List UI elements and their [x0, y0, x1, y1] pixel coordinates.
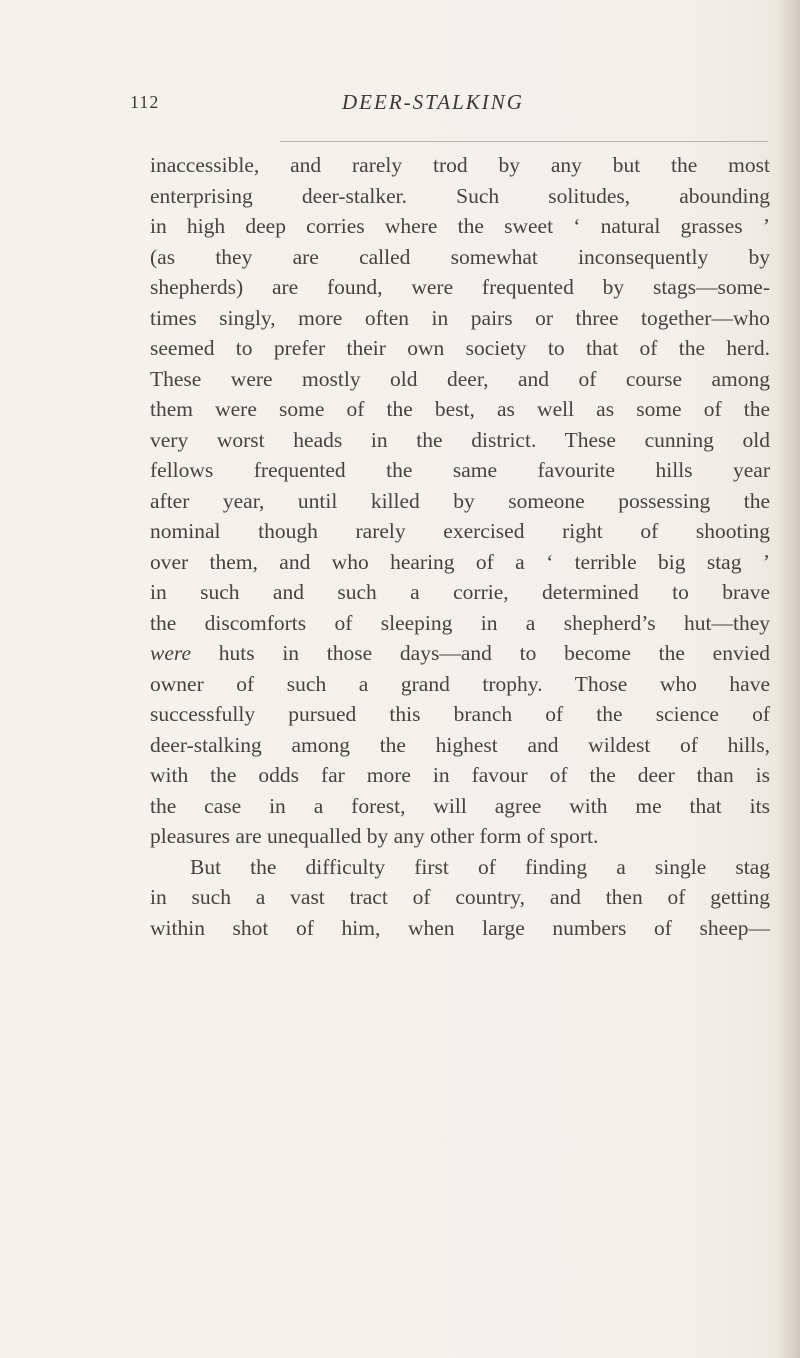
text-line: were huts in those days—and to become the envied	[150, 641, 770, 665]
running-head: DEER-STALKING	[342, 90, 524, 114]
text-line: the discomforts of sleeping in a shepherd’s hut—they	[150, 610, 770, 635]
text-line: nominal though rarely exercised right of shooting	[150, 519, 770, 543]
text-line: over them, and who hearing of a ‘ terrible big stag ’	[150, 549, 770, 574]
text-line: But the difficulty first of finding a single stag	[190, 854, 770, 879]
body-text	[150, 150, 770, 943]
text-line: shepherds) are found, were frequented by stags—some-	[150, 275, 770, 299]
text-line: them were some of the best, as well as some of the	[150, 397, 770, 421]
text-line: in such and such a corrie, determined to brave	[150, 580, 770, 604]
page-header	[130, 92, 770, 122]
text-line: in such a vast tract of country, and then of getting	[150, 885, 770, 909]
text-line: seemed to prefer their own society to that of the herd.	[150, 336, 770, 360]
text-line: inaccessible, and rarely trod by any but the most	[150, 153, 770, 177]
text-line: pleasures are unequalled by any other form of sport.	[150, 824, 599, 848]
text-line: very worst heads in the district. These cunning old	[150, 427, 770, 452]
text-line: the case in a forest, will agree with me that its	[150, 793, 770, 818]
text-line: successfully pursued this branch of the science of	[150, 702, 770, 726]
text-line: times singly, more often in pairs or three together—who	[150, 305, 770, 330]
text-line: in high deep corries where the sweet ‘ natural grasses ’	[150, 214, 770, 238]
header-rule	[280, 141, 768, 142]
page-edge-shadow	[778, 0, 800, 1358]
text-line: fellows frequented the same favourite hills year	[150, 458, 770, 482]
italic-word: were	[150, 641, 191, 665]
text-line: within shot of him, when large numbers of sheep—	[150, 915, 770, 940]
text-line: after year, until killed by someone possessing the	[150, 488, 770, 513]
text-line: enterprising deer-stalker. Such solitudes, abounding	[150, 183, 770, 208]
text-line: owner of such a grand trophy. Those who have	[150, 671, 770, 696]
text-line: with the odds far more in favour of the deer than is	[150, 763, 770, 787]
page-number: 112	[130, 92, 160, 112]
text-line: These were mostly old deer, and of course among	[150, 366, 770, 391]
text-line: (as they are called somewhat inconsequently by	[150, 244, 770, 269]
text-line: deer-stalking among the highest and wildest of hills,	[150, 732, 770, 757]
